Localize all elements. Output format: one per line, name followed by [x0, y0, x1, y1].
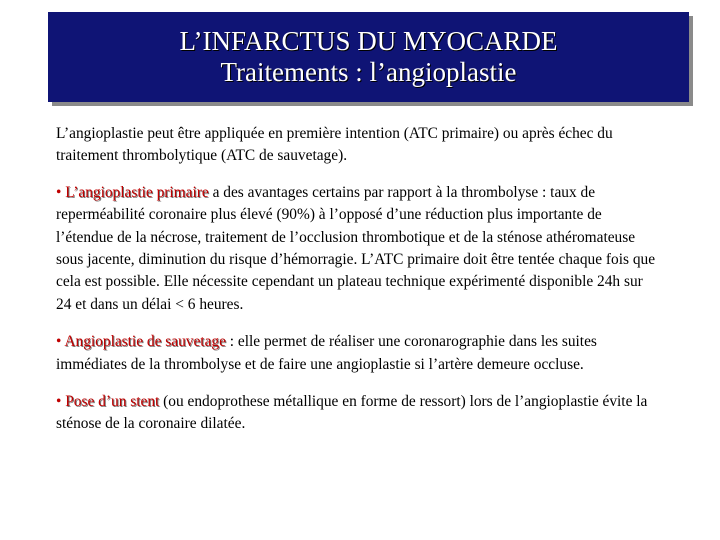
bullet-marker: • — [56, 183, 62, 201]
term-primary-angioplasty: L’angioplastie primaire — [65, 183, 209, 201]
bullet-marker: • — [56, 393, 62, 411]
term-stent: Pose d’un stent — [65, 393, 160, 411]
bullet-stent — [56, 391, 658, 436]
bullet-text: : elle permet de réaliser une coronarographie dans les suites immédiates de la thrombolyse et de faire une angioplastie si l’artère demeure occluse. — [56, 333, 597, 373]
slide-subtitle: Traitements : l’angioplastie — [220, 57, 517, 87]
bullet-text: a des avantages certains par rapport à la thrombolyse : taux de reperméabilité coronaire plus élevé (90%) à l’opposé d’une réduction plus importante de l’étendue de la nécrose, traitement de l’occlusion thrombotique et de la sténose athéromateuse sous jacente, diminution du risque d’hémorragie. L’ATC primaire doit être tentée chaque fois que cela est possible. Elle nécessite cependant un plateau technique expérimenté disponible 24h sur 24 et dans un délai < 6 heures. — [56, 183, 656, 313]
slide-body — [56, 123, 658, 436]
bullet-primary-angioplasty — [56, 182, 658, 316]
intro-paragraph: L’angioplastie peut être appliquée en première intention (ATC primaire) ou après échec du traitement thrombolytique (ATC de sauvetage). — [56, 125, 613, 165]
bullet-text: (ou endoprothese métallique en forme de ressort) lors de l’angioplastie évite la sténose de la coronaire dilatée. — [56, 393, 648, 433]
slide-title: L’INFARCTUS DU MYOCARDE — [179, 26, 558, 56]
bullet-marker: • — [56, 333, 62, 351]
term-rescue-angioplasty: Angioplastie de sauvetage — [64, 333, 226, 351]
bullet-rescue-angioplasty — [56, 331, 658, 376]
slide-title-box — [48, 12, 689, 102]
